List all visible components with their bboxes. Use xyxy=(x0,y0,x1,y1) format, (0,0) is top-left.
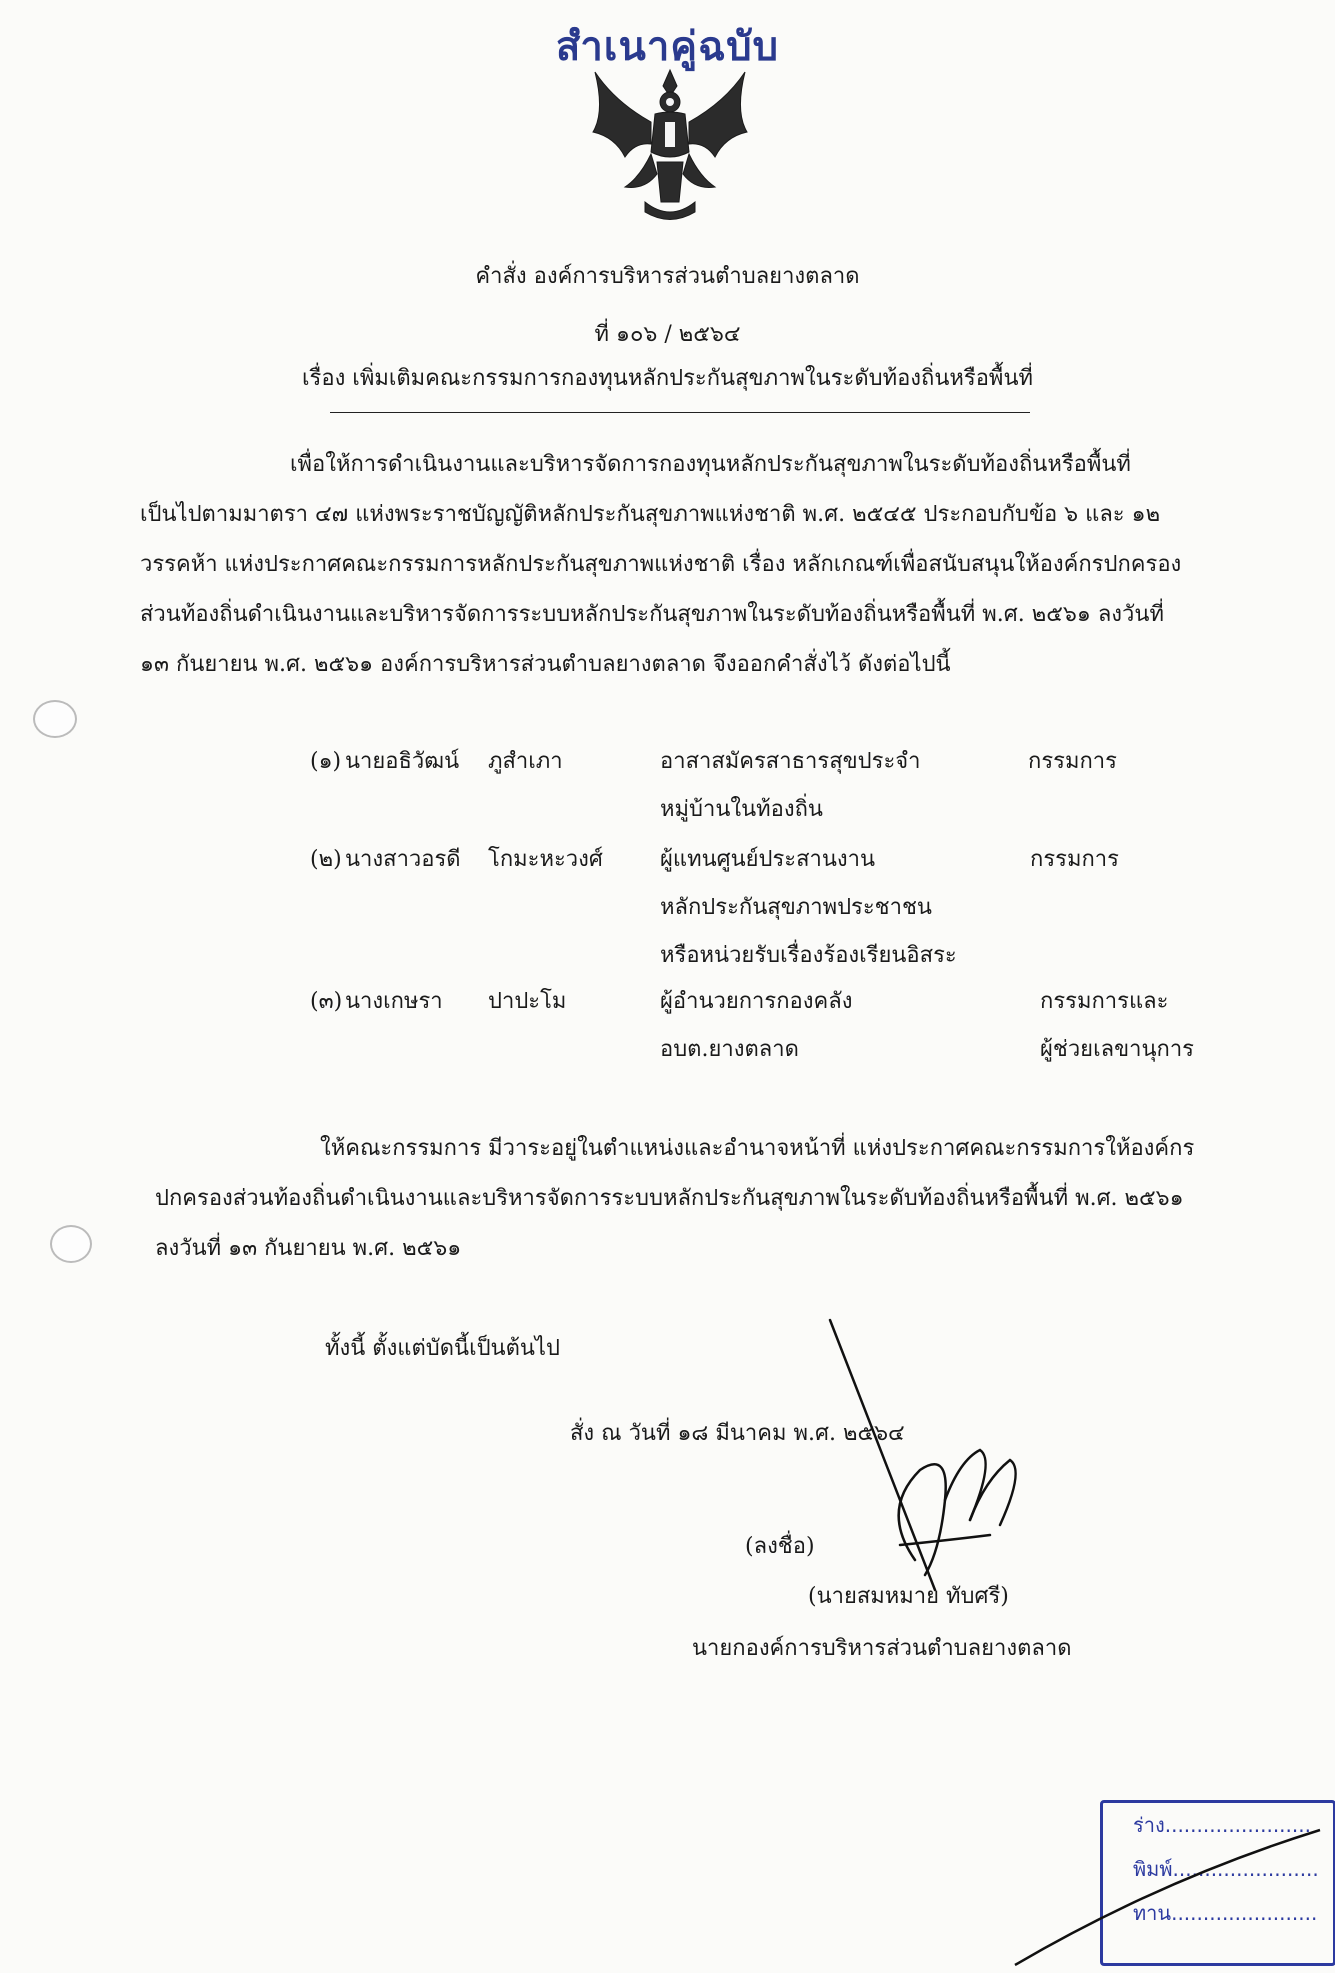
review-stamp-line: ทาน....................... xyxy=(1133,1901,1318,1925)
member-position xyxy=(660,738,990,834)
member-position-line: ผู้อำนวยการกองคลัง xyxy=(660,989,853,1014)
garuda-emblem-icon xyxy=(585,62,755,227)
member-name: นางสาวอรดี xyxy=(345,847,461,872)
paragraph-1-line: เพื่อให้การดำเนินงานและบริหารจัดการกองทุนหลักประกันสุขภาพในระดับท้องถิ่นหรือพื้นที่ xyxy=(290,452,1131,477)
member-position-line: อาสาสมัครสาธารสุขประจำ xyxy=(660,749,921,774)
member-role xyxy=(1030,836,1230,884)
signer-title: นายกองค์การบริหารส่วนตำบลยางตลาด xyxy=(692,1636,1072,1661)
paragraph-1-line: ส่วนท้องถิ่นดำเนินงานและบริหารจัดการระบบหลักประกันสุขภาพในระดับท้องถิ่นหรือพื้นที่ พ.ศ. ๒๕๖๑ ลงวันที่ xyxy=(140,602,1164,627)
signer-name: (นายสมหมาย ทับศรี) xyxy=(808,1584,1009,1609)
review-stamp-line: ร่าง....................... xyxy=(1133,1813,1311,1837)
member-role xyxy=(1040,978,1240,1074)
member-position-line: ผู้แทนศูนย์ประสานงาน xyxy=(660,847,876,872)
paragraph-1-line: ๑๓ กันยายน พ.ศ. ๒๕๖๑ องค์การบริหารส่วนตำบลยางตลาด จึงออกคำสั่งไว้ ดังต่อไปนี้ xyxy=(140,652,951,677)
signature-mark xyxy=(820,1310,1040,1600)
member-position-line: หมู่บ้านในท้องถิ่น xyxy=(660,797,823,822)
members-list xyxy=(0,738,1335,1068)
paragraph-1 xyxy=(140,440,1230,690)
member-surname: ปาปะโม xyxy=(488,989,567,1014)
issue-date: สั่ง ณ วันที่ ๑๘ มีนาคม พ.ศ. ๒๕๖๔ xyxy=(570,1421,905,1446)
order-number: ที่ ๑๐๖ / ๒๕๖๔ xyxy=(594,322,741,347)
paragraph-1-line: เป็นไปตามมาตรา ๔๗ แห่งพระราชบัญญัติหลักประกันสุขภาพแห่งชาติ พ.ศ. ๒๕๔๕ ประกอบกับข้อ ๖ และ ๑๒ xyxy=(140,502,1161,527)
member-role-line: กรรมการและ xyxy=(1040,989,1169,1014)
member-name: นางเกษรา xyxy=(345,989,443,1014)
paragraph-1-line: วรรคห้า แห่งประกาศคณะกรรมการหลักประกันสุขภาพแห่งชาติ เรื่อง หลักเกณฑ์เพื่อสนับสนุนให้องค์กรปกครอง xyxy=(140,552,1182,577)
member-position xyxy=(660,836,990,980)
member-surname: โกมะหะวงศ์ xyxy=(488,847,603,872)
punch-hole xyxy=(50,1225,92,1263)
punch-hole xyxy=(33,700,77,738)
member-role-line: กรรมการ xyxy=(1030,847,1119,872)
member-name: นายอธิวัฒน์ xyxy=(345,749,460,774)
paragraph-2-line: ปกครองส่วนท้องถิ่นดำเนินงานและบริหารจัดการระบบหลักประกันสุขภาพในระดับท้องถิ่นหรือพื้นที่ พ.ศ. ๒๕๖๑ xyxy=(155,1186,1184,1211)
member-number: (๓) xyxy=(310,989,343,1014)
paragraph-2 xyxy=(155,1124,1240,1274)
member-surname: ภูสำเภา xyxy=(488,749,563,774)
order-line: คำสั่ง องค์การบริหารส่วนตำบลยางตลาด xyxy=(475,264,860,289)
effective-line: ทั้งนี้ ตั้งแต่บัดนี้เป็นต้นไป xyxy=(325,1336,560,1361)
paragraph-2-line: ให้คณะกรรมการ มีวาระอยู่ในตำแหน่งและอำนาจหน้าที่ แห่งประกาศคณะกรรมการให้องค์กร xyxy=(320,1136,1195,1161)
member-position-line: หรือหน่วยรับเรื่องร้องเรียนอิสระ xyxy=(660,943,957,968)
member-position-line: หลักประกันสุขภาพประชาชน xyxy=(660,895,932,920)
member-number: (๑) xyxy=(310,749,342,774)
member-role-line: ผู้ช่วยเลขานุการ xyxy=(1040,1037,1194,1062)
member-position xyxy=(660,978,990,1074)
member-position-line: อบต.ยางตลาด xyxy=(660,1037,799,1062)
copy-stamp-title: สำเนาคู่ฉบับ xyxy=(555,24,780,70)
member-role-line: กรรมการ xyxy=(1028,749,1117,774)
signed-label: (ลงชื่อ) xyxy=(745,1534,815,1559)
header-divider xyxy=(330,412,1030,413)
review-stamp-line: พิมพ์....................... xyxy=(1133,1857,1319,1881)
paragraph-2-line: ลงวันที่ ๑๓ กันยายน พ.ศ. ๒๕๖๑ xyxy=(155,1236,462,1261)
stamp-slash-mark xyxy=(1010,1820,1330,1970)
subject-line: เรื่อง เพิ่มเติมคณะกรรมการกองทุนหลักประกันสุขภาพในระดับท้องถิ่นหรือพื้นที่ xyxy=(302,366,1033,391)
member-number: (๒) xyxy=(310,847,342,872)
member-role xyxy=(1028,738,1228,786)
